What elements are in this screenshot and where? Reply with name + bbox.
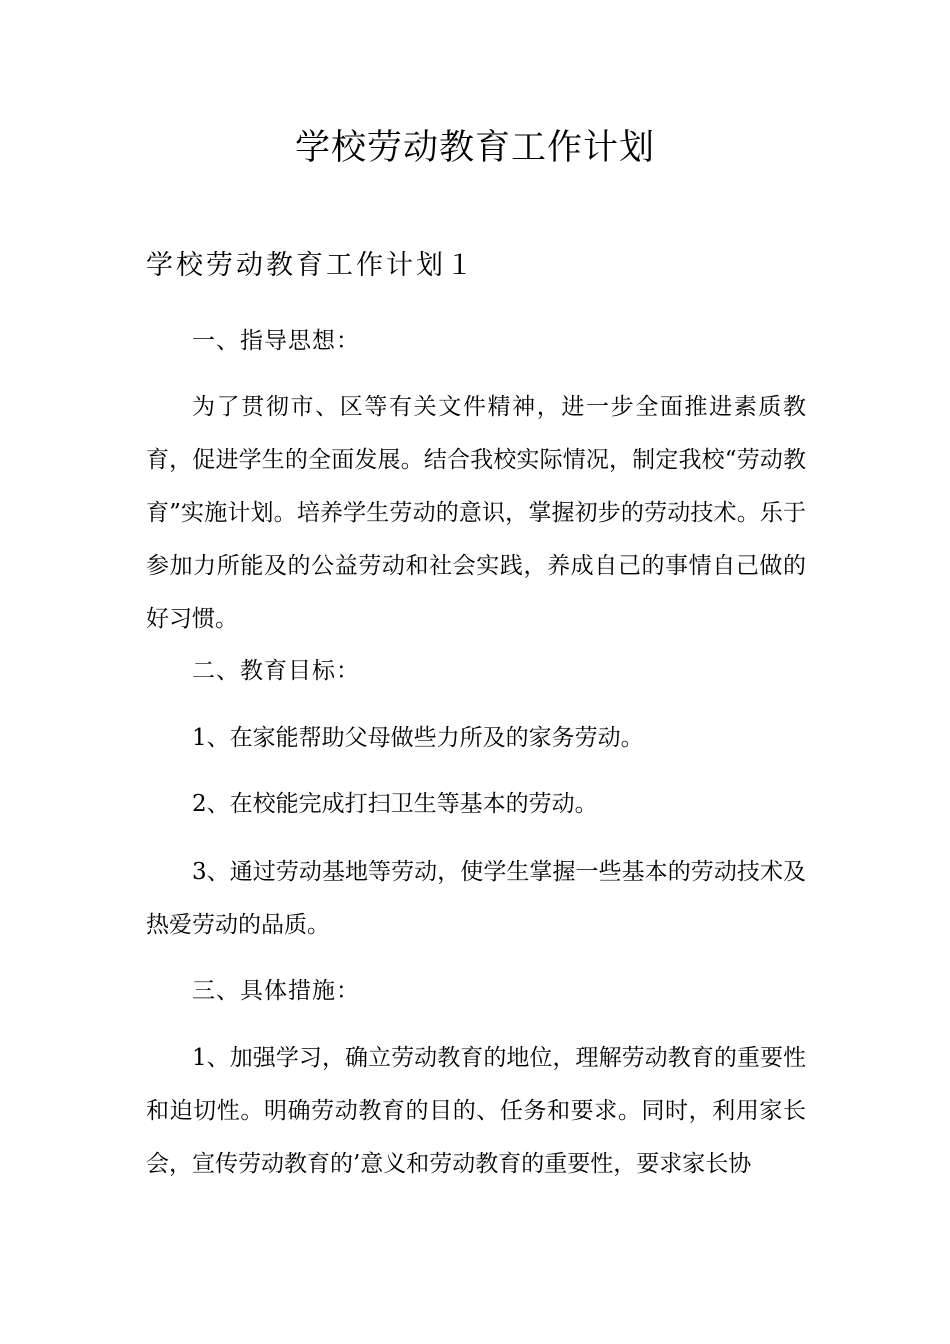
list-item-text: 1、加强学习，确立劳动教育的地位，理解劳动教育的重要性和迫切性。明确劳动教育的目的、任务和要求。同时，利用家长会，宣传劳动教育的’意义和劳动教育的重要性，要求家长协 bbox=[146, 1045, 806, 1177]
heading-text: 二、教育目标： bbox=[192, 658, 360, 684]
goal-item-1 bbox=[146, 712, 806, 765]
heading-education-goals bbox=[146, 645, 806, 698]
heading-text: 三、具体措施： bbox=[192, 978, 360, 1004]
list-item-text: 1、在家能帮助父母做些力所及的家务劳动。 bbox=[192, 725, 644, 751]
heading-guiding-ideology bbox=[146, 315, 806, 368]
section-title: 学校劳动教育工作计划１ bbox=[146, 250, 476, 281]
goal-item-3 bbox=[146, 846, 806, 952]
list-item-text: 2、在校能完成打扫卫生等基本的劳动。 bbox=[192, 791, 598, 817]
heading-text: 一、指导思想： bbox=[192, 328, 360, 354]
list-item-text: 3、通过劳动基地等劳动，使学生掌握一些基本的劳动技术及热爱劳动的品质。 bbox=[146, 859, 806, 938]
heading-specific-measures bbox=[146, 965, 806, 1018]
measure-item-1 bbox=[146, 1032, 806, 1191]
paragraph-guiding-ideology bbox=[146, 381, 806, 646]
document-title: 学校劳动教育工作计划 bbox=[294, 128, 655, 168]
paragraph-text: 为了贯彻市、区等有关文件精神，进一步全面推进素质教育，促进学生的全面发展。结合我校实际情况，制定我校“劳动教育”实施计划。培养学生劳动的意识，掌握初步的劳动技术。乐于参加力所能及的公益劳动和社会实践，养成自己的事情自己做的好习惯。 bbox=[146, 394, 806, 632]
goal-item-2 bbox=[146, 778, 806, 831]
